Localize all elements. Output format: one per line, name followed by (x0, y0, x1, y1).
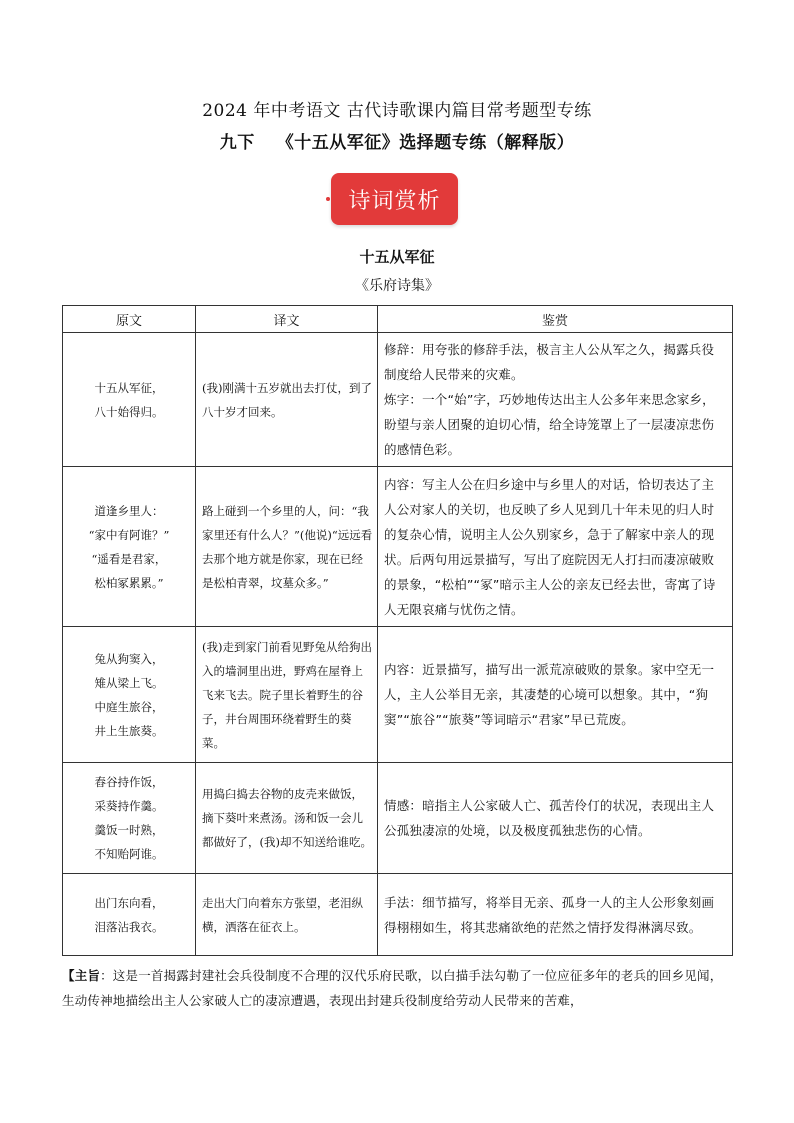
verse-line: 出门东向看， (94, 895, 164, 910)
appreciation-cell (378, 333, 733, 467)
header-appreciation: 鉴赏 (378, 306, 733, 333)
poem-analysis-table (62, 305, 733, 956)
verse-line: “家中有阿谁？” (88, 527, 170, 542)
verse-line: 羹饭一时熟， (94, 823, 164, 837)
verse-line: 松柏冢累累。” (94, 575, 164, 590)
verse-line: 雉从梁上飞。 (94, 675, 164, 690)
verse-line: 采葵持作羹。 (94, 799, 164, 813)
original-text-cell (63, 874, 196, 956)
appreciation-cell (378, 467, 733, 627)
section-badge: 诗词赏析 (331, 173, 458, 225)
verse-line: 中庭生旅谷， (94, 699, 164, 714)
summary-label: 【主旨 (62, 968, 101, 983)
translation-cell: 用捣臼捣去谷物的皮壳来做饭，摘下葵叶来煮汤。汤和饭一会儿都做好了，(我)却不知送给谁吃。 (196, 763, 378, 874)
appreciation-paragraph: 手法：细节描写，将举目无亲、孤身一人的主人公形象刻画得栩栩如生，将其悲痛欲绝的茫然之情抒发得淋漓尽致。 (384, 894, 715, 935)
appreciation-paragraph: 内容：近景描写，描写出一派荒凉破败的景象。家中空无一人，主人公举目无亲，其凄楚的心境可以想象。其中，“狗窦”“旅谷”“旅葵”等词暗示“君家”早已荒废。 (384, 662, 715, 727)
header-original: 原文 (63, 306, 196, 333)
verse-line: “遥看是君家， (91, 551, 167, 566)
original-text-cell (63, 627, 196, 763)
verse-line: 泪落沾我衣。 (94, 919, 164, 934)
translation-cell: 路上碰到一个乡里的人，问：“我家里还有什么人？”(他说)“远远看去那个地方就是你家，现在已经是松柏青翠，坟墓众多。” (196, 467, 378, 627)
verse-line: 井上生旅葵。 (94, 723, 164, 738)
appreciation-paragraph: 内容：写主人公在归乡途中与乡里人的对话，恰切表达了主人公对家人的关切，也反映了乡人见到几十年未见的归人时的复杂心情，说明主人公久别家乡，急于了解家中亲人的现状。后两句用远景描写，写出了庭院因无人打扫而凄凉破败的景象，“松柏”“冢”暗示主人公的亲友已经去世，寄寓了诗人无限哀痛与忧伤之情。 (384, 476, 716, 617)
appreciation-paragraph: 修辞：用夸张的修辞手法，极言主人公从军之久，揭露兵役制度给人民带来的灾难。 (384, 342, 715, 382)
appreciation-paragraph: 情感：暗指主人公家破人亡、孤苦伶仃的状况，表现出主人公孤独凄凉的处境，以及极度孤独悲伤的心情。 (384, 798, 715, 838)
table-row (63, 627, 733, 763)
document-subtitle (0, 128, 794, 153)
badge-dot-decoration (326, 197, 330, 201)
translation-cell: (我)刚满十五岁就出去打仗，到了八十岁才回来。 (196, 333, 378, 467)
summary-text: ：这是一首揭露封建社会兵役制度不合理的汉代乐府民歌，以白描手法勾勒了一位应征多年的老兵的回乡见闻，生动传神地描绘出主人公家破人亡的凄凉遭遇，表现出封建兵役制度给劳动人民带来的苦难， (62, 968, 723, 1008)
verse-line: 不知贻阿谁。 (94, 847, 164, 861)
table-row (63, 467, 733, 627)
appreciation-cell (378, 874, 733, 956)
verse-line: 兔从狗窦入， (94, 651, 164, 666)
original-text-cell (63, 763, 196, 874)
table-row (63, 333, 733, 467)
verse-line: 舂谷持作饭， (94, 775, 164, 789)
appreciation-cell (378, 627, 733, 763)
table-row (63, 874, 733, 956)
verse-line: 道逢乡里人： (94, 503, 164, 518)
table-row (63, 763, 733, 874)
translation-cell: 走出大门向着东方张望，老泪纵横，洒落在征衣上。 (196, 874, 378, 956)
poem-source: 《乐府诗集》 (355, 278, 439, 294)
subtitle-grade: 九下 (219, 133, 255, 153)
poem-title: 十五从军征 (359, 248, 435, 266)
original-text-cell (63, 467, 196, 627)
document-title: 2024 年中考语文 古代诗歌课内篇目常考题型专练 (202, 101, 592, 121)
verse-line: 十五从军征， (94, 380, 164, 395)
appreciation-paragraph: 炼字：一个“始”字，巧妙地传达出主人公多年来思念家乡，盼望与亲人团聚的迫切心情，给全诗笼罩上了一层凄凉悲伤的感情色彩。 (384, 392, 715, 457)
theme-summary (62, 963, 734, 1013)
appreciation-cell (378, 763, 733, 874)
subtitle-topic: 《十五从军征》选择题专练（解释版） (276, 133, 575, 153)
table-header-row (63, 306, 733, 333)
header-translation: 译文 (196, 306, 378, 333)
translation-cell: (我)走到家门前看见野兔从给狗出入的墙洞里出进，野鸡在屋脊上飞来飞去。院子里长着野生的谷子，井台周围环绕着野生的葵菜。 (196, 627, 378, 763)
original-text-cell (63, 333, 196, 467)
verse-line: 八十始得归。 (94, 404, 164, 419)
